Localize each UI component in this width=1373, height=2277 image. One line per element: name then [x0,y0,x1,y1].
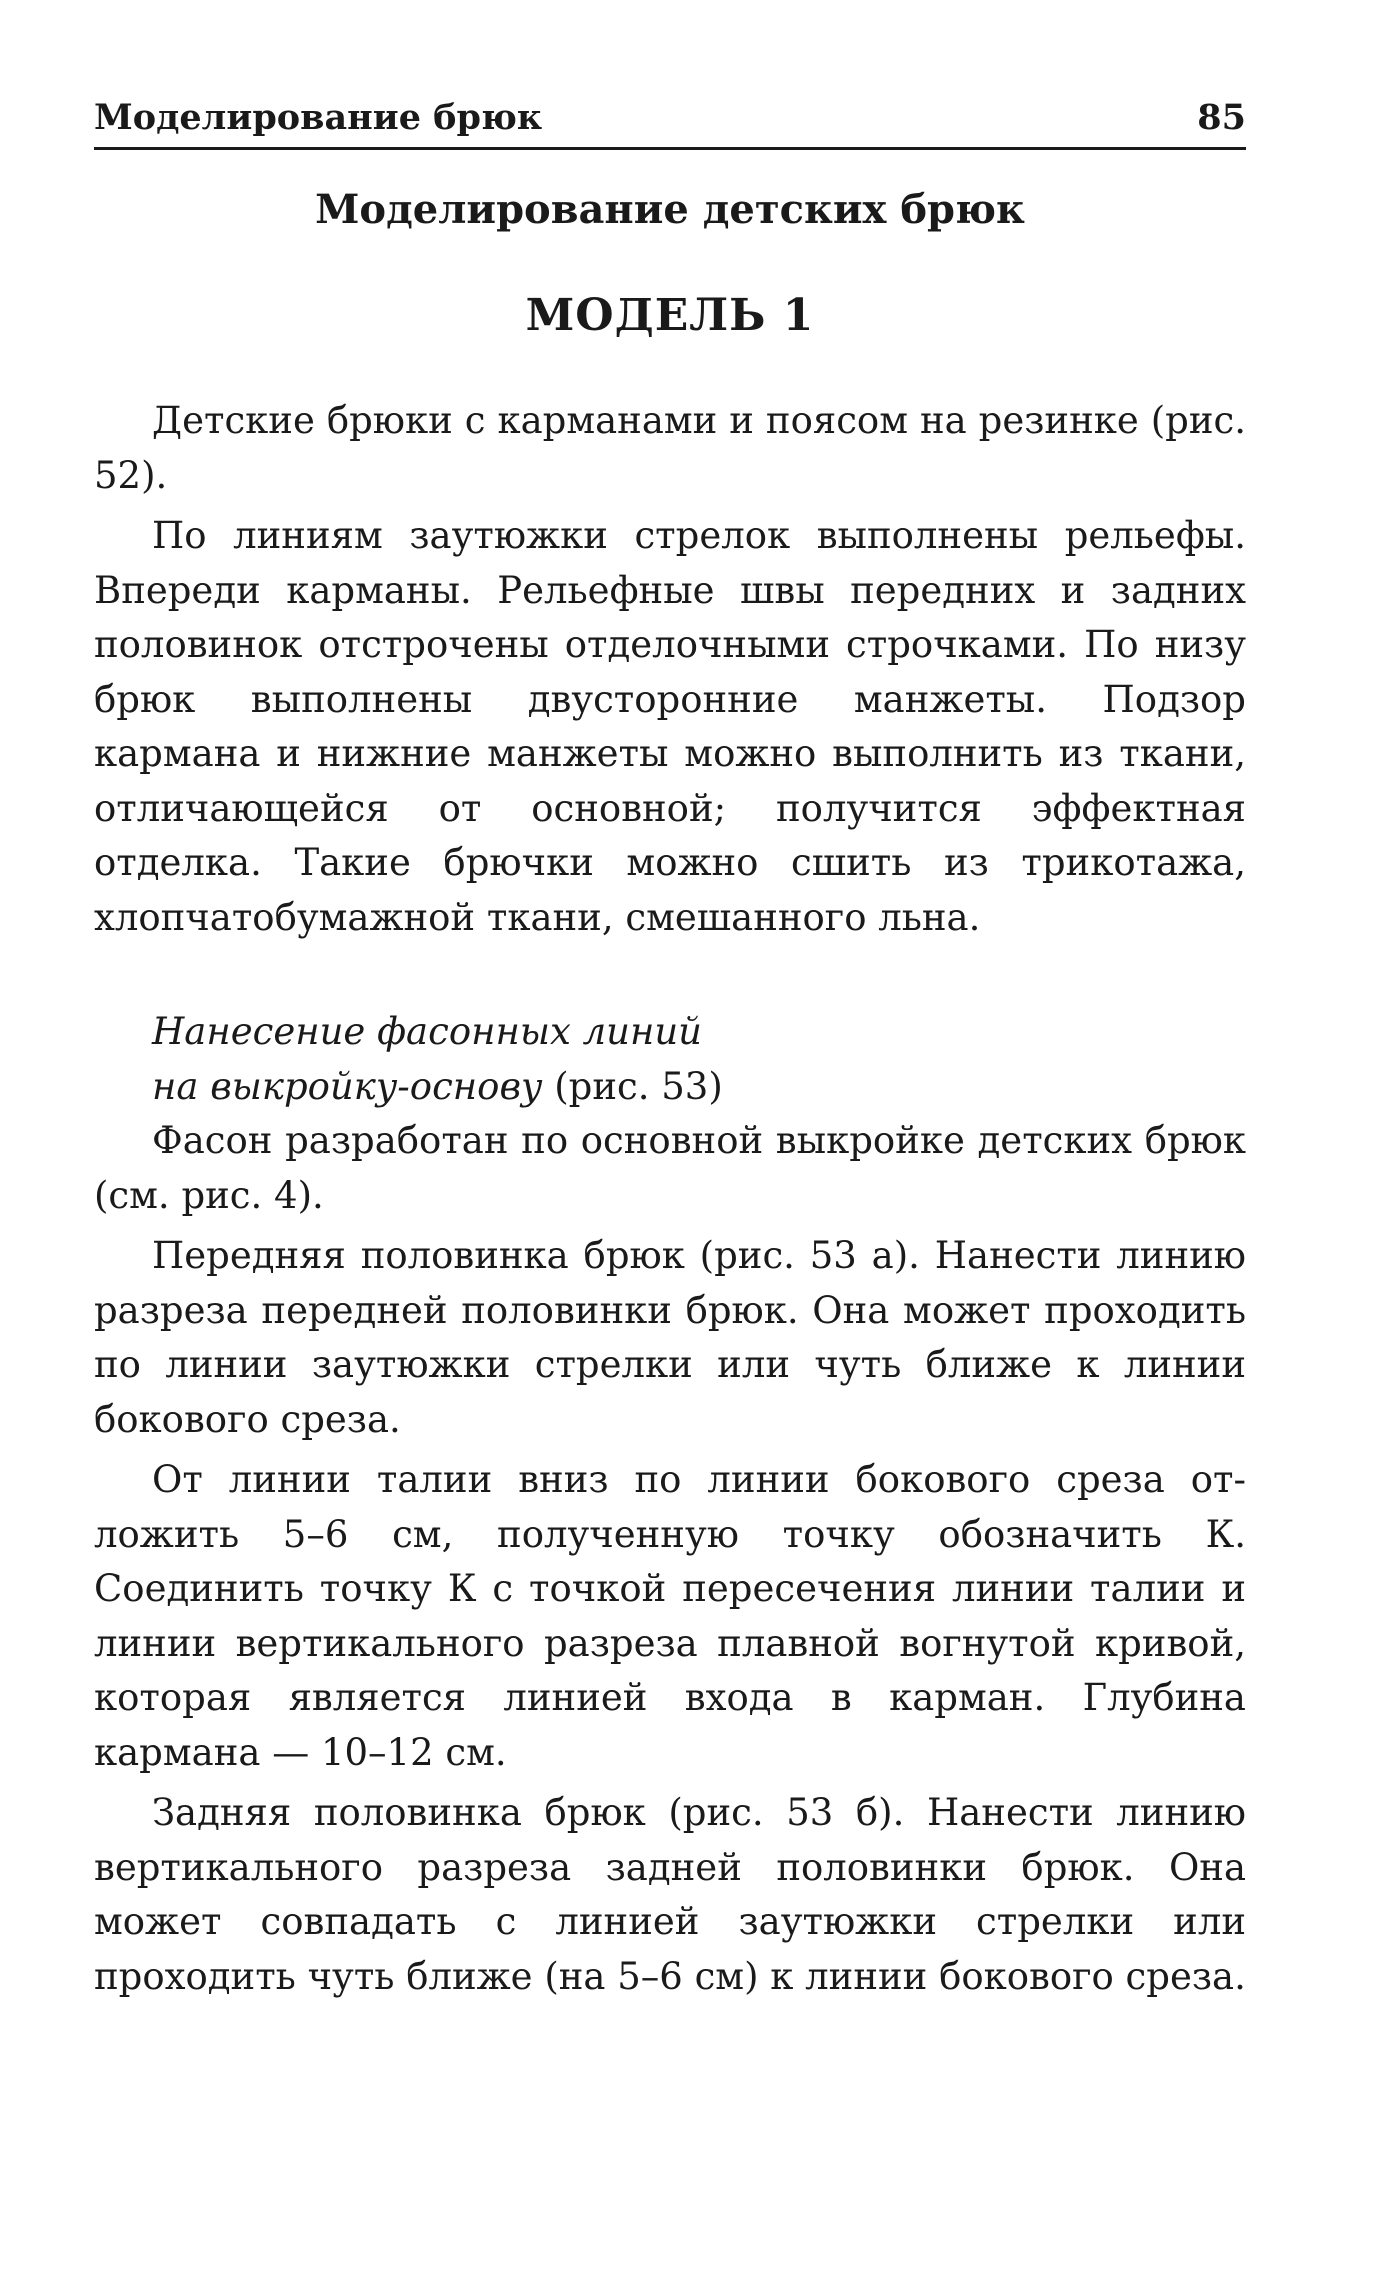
page-number: 85 [1197,97,1246,138]
running-title: Моделирование брюк [94,97,543,138]
model-title: МОДЕЛЬ 1 [525,290,815,341]
paragraph: Задняя половинка брюк (рис. 53 б). Нанести линию вертикального разреза задней половинки брюк. Она может совпадать с линией заутюжки стрелки или проходить чуть ближе (на 5–6 см) к линии бокового среза. [94,1791,1246,1998]
paragraph: Передняя половинка брюк (рис. 53 а). Нанести линию разреза передней половинки брюк. Она может проходить по линии заутюжки стрелки или чуть ближе к линии бокового среза. [94,1234,1246,1441]
subheading-line-1: Нанесение фасонных линий [152,1010,703,1053]
paragraph: Детские брюки с карманами и поясом на резинке (рис. 52). [94,399,1246,497]
body-text [94,394,1246,2004]
paragraph: Фасон разработан по основной выкройке детских брюк (см. рис. 4). [94,1119,1246,1217]
subheading-figure-ref: (рис. 53) [542,1064,723,1108]
running-header [94,95,1246,150]
book-page [94,95,1246,2004]
subheading [94,1005,1246,1114]
section-title: Моделирование детских брюк [315,186,1025,233]
subheading-line-2: на выкройку-основу [152,1064,543,1108]
paragraph: По линиям заутюжки стрелок выполнены рельефы. Впереди карманы. Рельефные швы передних и задних половинок отстрочены отделочными строчками. По низу брюк выполнены двусторонние манжеты. Подзор кармана и нижние манжеты можно выполнить из ткани, отличающейся от основной; получится эффектная отделка. Такие брючки можно сшить из трикотажа, хлопчатобумажной ткани, смешанного льна. [94,514,1246,939]
paragraph: От линии талии вниз по линии бокового среза отложить 5–6 см, полученную точку обозначить К. Соединить точку К с точкой пересечения линии талии и линии вертикального разреза плавной вогнутой кривой, которая является линией входа в карман. Глубина кармана — 10–12 см. [94,1458,1246,1774]
